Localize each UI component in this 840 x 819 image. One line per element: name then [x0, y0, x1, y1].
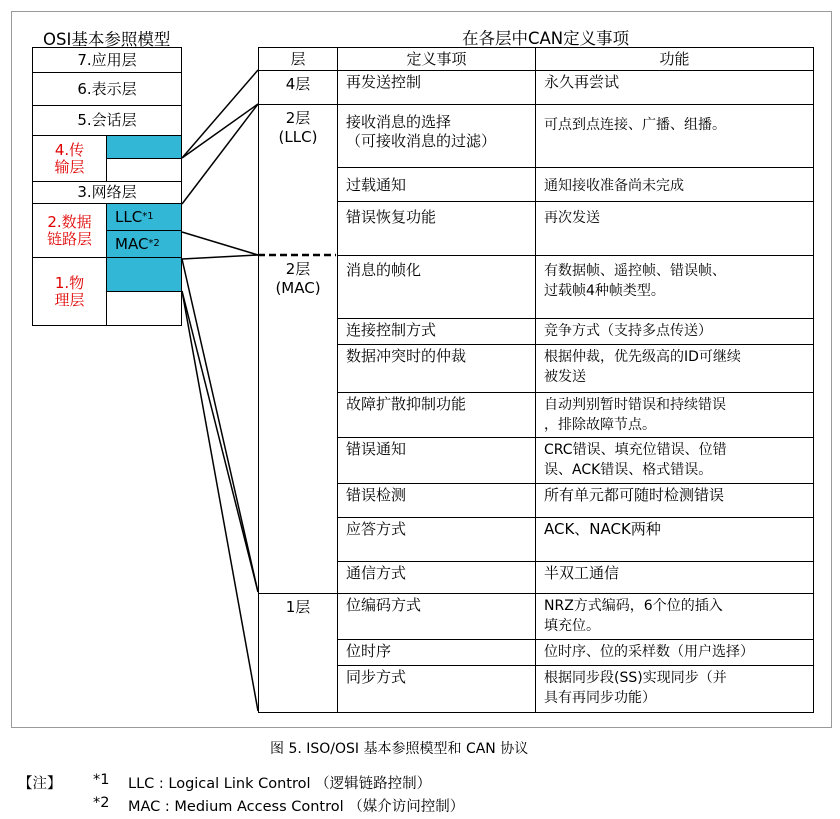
note-2-mark: *2	[93, 795, 110, 811]
def-cell: 接收消息的选择 （可接收消息的过滤）	[338, 105, 536, 168]
connector-phy-top	[182, 291, 258, 592]
osi-layer-2-line1: 2.数据	[47, 212, 92, 231]
osi-layer-6: 6.表示层	[33, 73, 182, 106]
def-cell: 消息的帧化	[338, 256, 536, 319]
connector-l4-bottom	[182, 104, 258, 158]
llc-footnote-mark: *1	[142, 210, 154, 222]
mac-group-line1: 2层	[285, 259, 311, 278]
func-cell: 有数据帧、遥控帧、错误帧、 过载帧4种帧类型。	[536, 256, 814, 319]
func-cell: 半双工通信	[536, 562, 814, 594]
notes-label: 【注】	[18, 776, 62, 792]
llc-group-line2: (LLC)	[278, 128, 318, 146]
group-layer-2-mac	[259, 256, 338, 594]
def-cell: 位编码方式	[338, 594, 536, 640]
osi-layer-1-line2: 理层	[54, 290, 85, 309]
func-cell: 位时序、位的采样数（用户选择）	[536, 640, 814, 666]
note-1-text: LLC : Logical Link Control （逻辑链路控制）	[128, 776, 432, 792]
group-layer-1: 1层	[259, 594, 338, 713]
func-cell: 自动判别暂时错误和持续错误 ，排除故障节点。	[536, 393, 814, 438]
header-function: 功能	[536, 48, 814, 71]
func-cell: 所有单元都可随时检测错误	[536, 484, 814, 518]
mac-label: MAC	[115, 234, 149, 253]
connector-mac-top	[182, 255, 258, 259]
func-cell: 竞争方式（支持多点传送）	[536, 319, 814, 345]
group-layer-2-llc	[259, 105, 338, 256]
func-cell: 可点到点连接、广播、组播。	[536, 105, 814, 168]
connector-llc-bottom	[182, 232, 258, 255]
def-cell: 错误通知	[338, 438, 536, 484]
func-cell: CRC错误、填充位错误、位错 误、ACK错误、格式错误。	[536, 438, 814, 484]
connector-mac-bottom	[182, 259, 258, 592]
func-cell: NRZ方式编码，6个位的插入 填充位。	[536, 594, 814, 640]
osi-layer-2-line2: 链路层	[46, 229, 92, 248]
def-cell: 同步方式	[338, 666, 536, 713]
func-cell: 根据仲裁，优先级高的ID可继续 被发送	[536, 345, 814, 393]
can-title: 在各层中CAN定义事项	[462, 29, 630, 48]
func-cell: ACK、NACK两种	[536, 518, 814, 562]
note-2-text: MAC : Medium Access Control （媒介访问控制）	[128, 799, 465, 815]
osi-layer-4-line2: 输层	[54, 157, 85, 176]
osi-layer-5: 5.会话层	[33, 106, 182, 136]
def-cell: 故障扩散抑制功能	[338, 393, 536, 438]
llc-group-line1: 2层	[285, 109, 311, 127]
def-cell: 再发送控制	[338, 71, 536, 105]
note-1-mark: *1	[93, 772, 110, 788]
group-layer-4: 4层	[259, 71, 338, 105]
func-cell: 通知接收准备尚未完成	[536, 168, 814, 202]
header-layer: 层	[259, 48, 338, 71]
func-cell: 永久再尝试	[536, 71, 814, 105]
def-cell: 错误恢复功能	[338, 202, 536, 256]
osi-layer-3: 3.网络层	[33, 182, 182, 204]
figure-caption: 图 5. ISO/OSI 基本参照模型和 CAN 协议	[270, 741, 529, 757]
func-cell: 根据同步段(SS)实现同步（并 具有再同步功能）	[536, 666, 814, 713]
func-cell: 再次发送	[536, 202, 814, 256]
connector-llc-top	[182, 104, 258, 204]
def-cell: 数据冲突时的仲裁	[338, 345, 536, 393]
mac-footnote-mark: *2	[148, 237, 160, 249]
connector-l4-top	[182, 70, 258, 158]
osi-layer-1-line1: 1.物	[54, 273, 85, 292]
llc-label: LLC	[115, 207, 143, 226]
def-cell: 位时序	[338, 640, 536, 666]
def-cell: 过载通知	[338, 168, 536, 202]
osi-title: OSI基本参照模型	[43, 30, 171, 49]
can-definition-table	[258, 47, 814, 713]
def-cell: 连接控制方式	[338, 319, 536, 345]
osi-layer-7: 7.应用层	[33, 48, 182, 73]
def-cell: 错误检测	[338, 484, 536, 518]
mac-group-line2: (MAC)	[275, 278, 321, 297]
osi-layer-4-line1: 4.传	[54, 140, 85, 159]
header-definition: 定义事项	[338, 48, 536, 71]
connector-phy-bottom	[182, 291, 258, 711]
def-cell: 通信方式	[338, 562, 536, 594]
def-cell: 应答方式	[338, 518, 536, 562]
